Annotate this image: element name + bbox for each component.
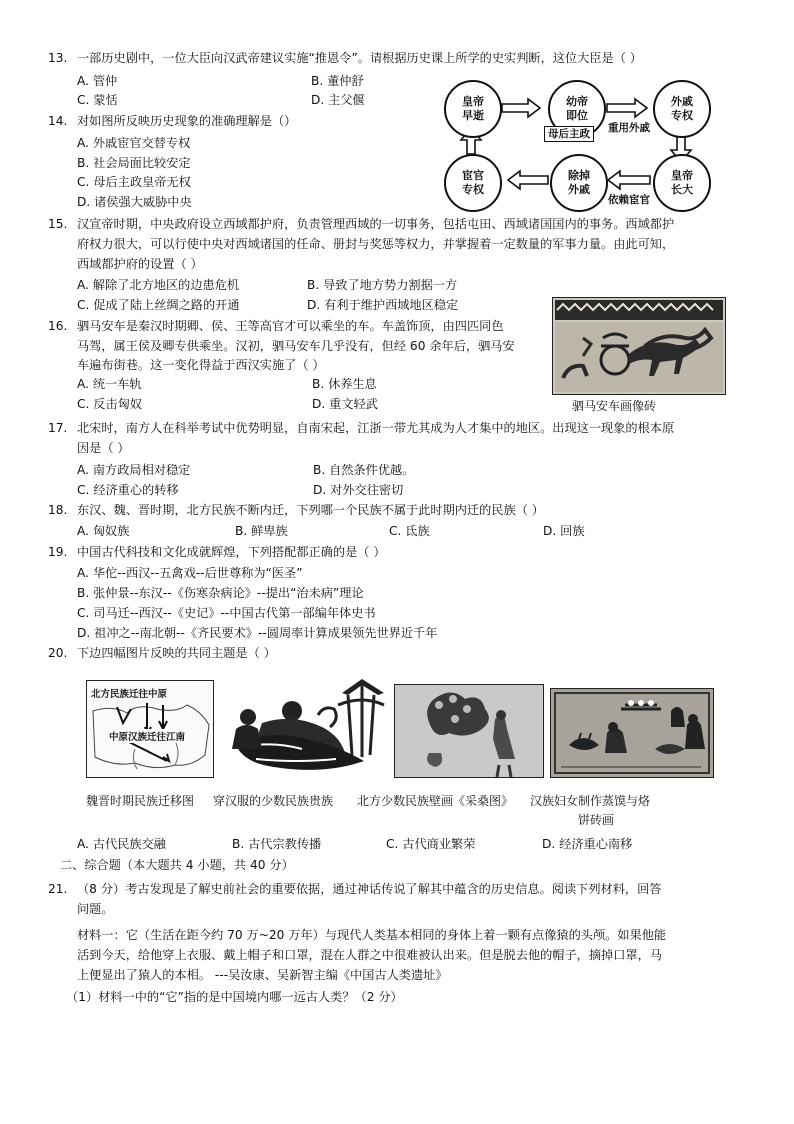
mulberry-mural-image bbox=[394, 684, 544, 778]
han-clothing-noble-image bbox=[222, 675, 388, 783]
node-4-line-2: 长大 bbox=[671, 183, 693, 196]
q16-stem-line-3: 车遍布街巷。这一变化得益于西汉实施了（ ） bbox=[77, 358, 325, 372]
arrow-4 bbox=[608, 171, 650, 189]
q15-stem-line-3: 西域都护府的设置（ ） bbox=[77, 257, 203, 271]
q17-text-1: 北宋时，南方人在科举考试中优势明显，自南宋起，江浙一带尤其成为人才集中的地区。出现这一现象的根本原 bbox=[77, 421, 675, 435]
q21-material-line-3: 上便显出了猿人的本相。 ---吴汝康、吴新智主编《中国古人类遗址》 bbox=[77, 968, 448, 982]
q17-stem-line-2: 因是（ ） bbox=[77, 441, 130, 455]
q16-number: 16. bbox=[48, 319, 68, 333]
q19-option-c[interactable]: C. 司马迁--西汉--《史记》--中国古代第一部编年体史书 bbox=[77, 606, 376, 620]
bun-making-brick-drawing bbox=[551, 689, 713, 777]
q19-option-b[interactable]: B. 张仲景--东汉--《伤寒杂病论》--提出“治未病”理论 bbox=[77, 586, 364, 600]
q13-text: 一部历史剧中，一位大臣向汉武帝建议实施“推恩令”。请根据历史课上所学的史实判断，这位大臣是（ ） bbox=[77, 51, 642, 65]
q20-option-d[interactable]: D. 经济重心南移 bbox=[542, 837, 633, 851]
q15-number: 15. bbox=[48, 217, 68, 231]
caption-han-clothing-noble: 穿汉服的少数民族贵族 bbox=[213, 794, 334, 808]
q13-option-c[interactable]: C. 蒙恬 bbox=[77, 93, 118, 107]
bun-making-brick-image bbox=[550, 688, 714, 778]
q14-stem bbox=[48, 113, 296, 129]
carriage-brick-drawing bbox=[553, 298, 725, 394]
q14-option-b[interactable]: B. 社会局面比较安定 bbox=[77, 156, 191, 170]
q18-text: 东汉、魏、晋时期，北方民族不断内迁，下列哪一个民族不属于此时期内迁的民族（ ） bbox=[77, 503, 544, 517]
q21-number: 21. bbox=[48, 882, 68, 896]
q21-text-1: （8 分）考古发现是了解史前社会的重要依据，通过神话传说了解其中蕴含的历史信息。阅读下列材料，回答 bbox=[77, 882, 662, 896]
q15-option-c[interactable]: C. 促成了陆上丝绸之路的开通 bbox=[77, 298, 240, 312]
q13-option-b[interactable]: B. 董仲舒 bbox=[311, 74, 364, 88]
node-emperor-grows-up bbox=[653, 154, 711, 212]
q19-option-a[interactable]: A. 华佗--西汉--五禽戏--后世尊称为“医圣” bbox=[77, 566, 303, 580]
node-4-line-1: 皇帝 bbox=[671, 169, 693, 182]
node-3-line-2: 专权 bbox=[671, 109, 693, 122]
node-2-line-1: 幼帝 bbox=[566, 95, 588, 108]
q15-option-b[interactable]: B. 导致了地方势力割据一方 bbox=[307, 278, 458, 292]
q18-option-b[interactable]: B. 鲜卑族 bbox=[235, 524, 288, 538]
mulberry-mural-drawing bbox=[395, 685, 543, 777]
q15-option-d[interactable]: D. 有利于维护西域地区稳定 bbox=[307, 298, 459, 312]
q16-stem-line-1 bbox=[48, 318, 504, 334]
cycle-diagram bbox=[440, 80, 740, 212]
q17-option-d[interactable]: D. 对外交往密切 bbox=[313, 483, 404, 497]
q18-option-a[interactable]: A. 匈奴族 bbox=[77, 524, 130, 538]
q16-option-b[interactable]: B. 休养生息 bbox=[312, 377, 377, 391]
map-label-north: 北方民族迁往中原 bbox=[91, 689, 168, 700]
q21-sub-question-1: （1）材料一中的“它”指的是中国境内哪一远古人类？（2 分） bbox=[66, 990, 403, 1004]
caption-bun-making-line-2: 饼砖画 bbox=[578, 813, 615, 827]
node-emperor-early-death bbox=[444, 80, 502, 138]
q17-option-c[interactable]: C. 经济重心的转移 bbox=[77, 483, 179, 497]
q19-stem bbox=[48, 544, 386, 560]
q15-text-1: 汉宣帝时期，中央政府设立西域都护府，负责管理西域的一切事务，包括屯田、西域诸国国内的事务。西域都护 bbox=[77, 217, 675, 231]
q17-option-a[interactable]: A. 南方政局相对稳定 bbox=[77, 463, 191, 477]
section-2-heading: 二、综合题（本大题共 4 小题，共 40 分） bbox=[60, 858, 294, 872]
q16-text-1: 驷马安车是秦汉时期卿、侯、王等高官才可以乘坐的车。车盖饰顶，由四匹同色 bbox=[77, 319, 504, 333]
node-6-line-2: 专权 bbox=[462, 183, 484, 196]
q13-stem bbox=[48, 50, 642, 66]
carriage-brick-caption: 驷马安车画像砖 bbox=[572, 399, 657, 413]
q13-option-d[interactable]: D. 主父偃 bbox=[311, 93, 365, 107]
q21-stem-line-1 bbox=[48, 881, 661, 897]
q16-option-a[interactable]: A. 统一车轨 bbox=[77, 377, 142, 391]
q17-stem-line-1 bbox=[48, 420, 674, 436]
q20-text: 下边四幅图片反映的共同主题是（ ） bbox=[77, 646, 276, 660]
q15-stem-line-1 bbox=[48, 216, 674, 232]
edge-label-eunuch: 依赖宦官 bbox=[608, 194, 650, 206]
q20-stem bbox=[48, 645, 276, 661]
carriage-brick-image bbox=[552, 297, 726, 395]
q15-option-a[interactable]: A. 解除了北方地区的边患危机 bbox=[77, 278, 240, 292]
q20-option-c[interactable]: C. 古代商业繁荣 bbox=[386, 837, 476, 851]
map-label-south: 中原汉族迁往江南 bbox=[109, 729, 185, 743]
node-1-line-1: 皇帝 bbox=[462, 95, 484, 108]
node-consort-power bbox=[653, 80, 711, 138]
node-remove-consort bbox=[550, 154, 608, 212]
caption-mulberry-mural: 北方少数民族壁画《采桑图》 bbox=[357, 794, 514, 808]
q18-number: 18. bbox=[48, 503, 68, 517]
caption-bun-making-line-1: 汉族妇女制作蒸馍与烙 bbox=[530, 794, 651, 808]
q14-number: 14. bbox=[48, 114, 68, 128]
arrow-1 bbox=[502, 99, 540, 117]
arrow-5 bbox=[508, 171, 548, 189]
q20-option-a[interactable]: A. 古代民族交融 bbox=[77, 837, 166, 851]
q17-number: 17. bbox=[48, 421, 68, 435]
q17-option-b[interactable]: B. 自然条件优越。 bbox=[313, 463, 415, 477]
q20-option-b[interactable]: B. 古代宗教传播 bbox=[232, 837, 322, 851]
q16-stem-line-2: 马驾，属王侯及卿专供乘坐。汉初，驷马安车几乎没有，但经 60 余年后，驷马安 bbox=[77, 339, 515, 353]
q21-stem-line-2: 问题。 bbox=[77, 902, 114, 916]
q14-option-d[interactable]: D. 诸侯强大威胁中央 bbox=[77, 195, 192, 209]
q18-stem bbox=[48, 502, 544, 518]
q16-option-d[interactable]: D. 重文轻武 bbox=[312, 397, 378, 411]
node-1-line-2: 早逝 bbox=[462, 109, 484, 122]
node-3-line-1: 外戚 bbox=[671, 95, 693, 108]
node-6-line-1: 宦官 bbox=[462, 169, 484, 182]
queen-mother-box: 母后主政 bbox=[544, 126, 594, 142]
han-clothing-noble-drawing bbox=[222, 675, 388, 783]
edge-label-consort: 重用外戚 bbox=[608, 122, 650, 134]
q15-stem-line-2: 府权力很大，可以行使中央对西域诸国的任命、册封与奖惩等权力，并掌握着一定数量的军事力量。由此可知， bbox=[77, 237, 675, 251]
node-5-line-1: 除掉 bbox=[568, 169, 590, 182]
q21-material-line-1: 材料一：它（生活在距今约 70 万~20 万年）与现代人类基本相同的身体上着一颗有点像猿的头颅。如果他能 bbox=[77, 928, 667, 942]
q13-option-a[interactable]: A. 管仲 bbox=[77, 74, 118, 88]
arrow-2 bbox=[607, 99, 647, 117]
q19-number: 19. bbox=[48, 545, 68, 559]
caption-migration-map: 魏晋时期民族迁移图 bbox=[86, 794, 195, 808]
q21-material-line-2: 活到今天，给他穿上衣服、戴上帽子和口罩，混在人群之中很难被认出来。但是脱去他的帽子，摘掉口罩，马 bbox=[77, 948, 662, 962]
q20-number: 20. bbox=[48, 646, 68, 660]
q14-text: 对如图所反映历史现象的准确理解是（） bbox=[77, 114, 297, 128]
q13-number: 13. bbox=[48, 51, 68, 65]
q14-option-a[interactable]: A. 外戚宦官交替专权 bbox=[77, 136, 191, 150]
node-2-line-2: 即位 bbox=[566, 109, 588, 122]
node-eunuch-power bbox=[444, 154, 502, 212]
q14-option-c[interactable]: C. 母后主政皇帝无权 bbox=[77, 175, 191, 189]
migration-map-image bbox=[86, 680, 214, 778]
node-5-line-2: 外戚 bbox=[568, 183, 590, 196]
q18-option-c[interactable]: C. 氐族 bbox=[389, 524, 430, 538]
q16-option-c[interactable]: C. 反击匈奴 bbox=[77, 397, 143, 411]
q19-text: 中国古代科技和文化成就辉煌，下列搭配都正确的是（ ） bbox=[77, 545, 386, 559]
q19-option-d[interactable]: D. 祖冲之--南北朝--《齐民要术》--圆周率计算成果领先世界近千年 bbox=[77, 626, 438, 640]
q18-option-d[interactable]: D. 回族 bbox=[543, 524, 585, 538]
